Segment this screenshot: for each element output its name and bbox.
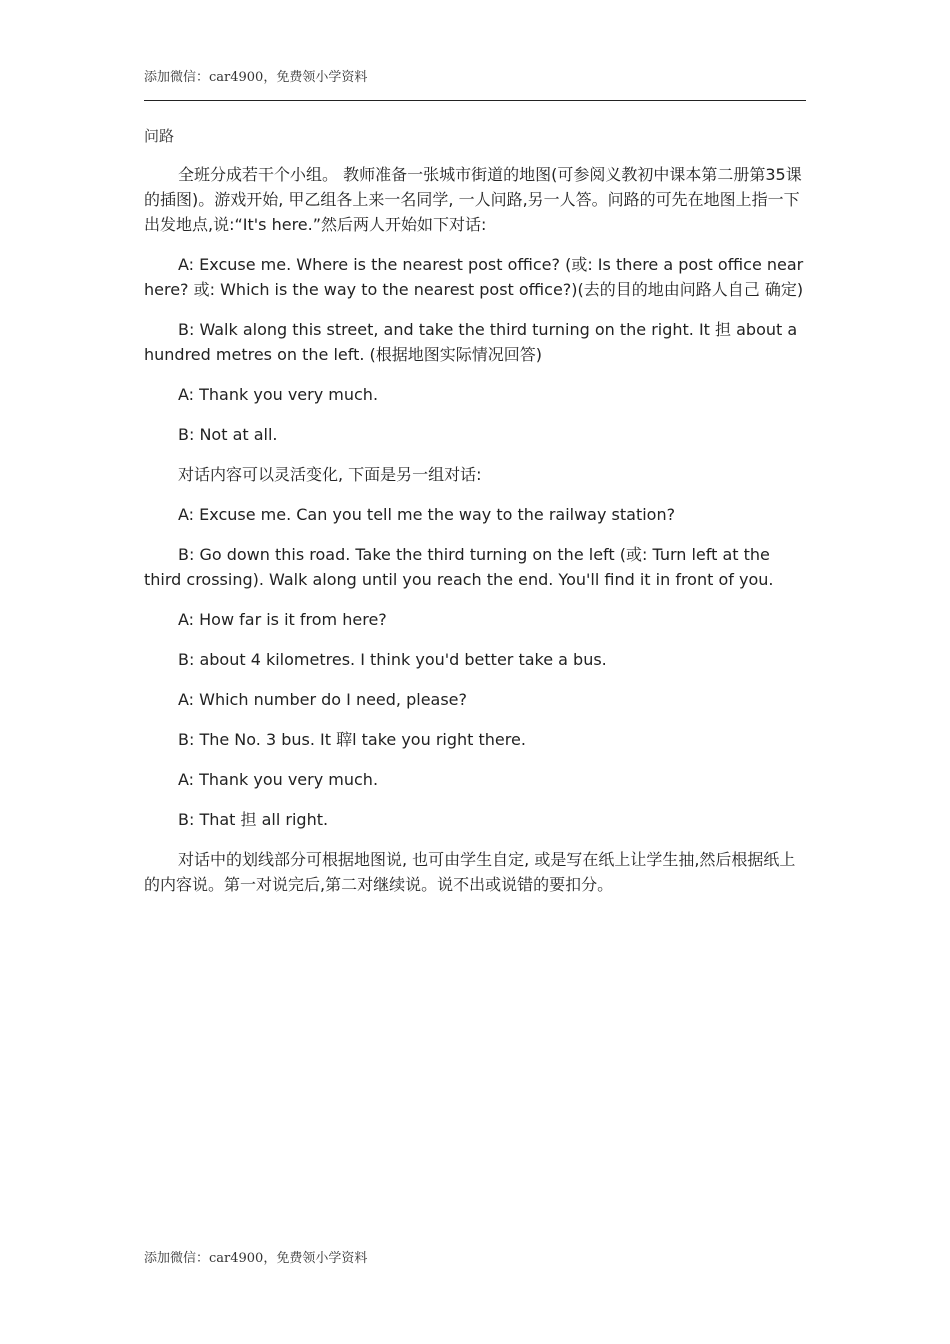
dialogue-line: A: Excuse me. Can you tell me the way to the railway station?: [178, 505, 676, 524]
document-title: 问路: [144, 127, 175, 145]
dialogue-line: A: Thank you very much.: [178, 385, 379, 404]
dialogue-line: B: about 4 kilometres. I think you'd better take a bus.: [178, 650, 607, 669]
dialogue-line: A: Which number do I need, please?: [178, 690, 468, 709]
paragraph-transition: 对话内容可以灵活变化, 下面是另一组对话:: [178, 465, 482, 484]
header-divider: [144, 100, 806, 101]
dialogue-line: B: Go down this road. Take the third turning on the left (或: Turn left at the third crossing). Walk along until you reach the end. You'll find it in front of you.: [144, 545, 774, 589]
paragraph-instructions: 对话中的划线部分可根据地图说, 也可由学生自定, 或是写在纸上让学生抽,然后根据纸上的内容说。第一对说完后,第二对继续说。说不出或说错的要扣分。: [144, 850, 796, 894]
dialogue-line: B: Walk along this street, and take the third turning on the right. It 担 about a hundred metres on the left. (根据地图实际情况回答): [144, 320, 798, 364]
page-footer: 添加微信：car4900，免费领小学资料: [144, 1251, 368, 1266]
dialogue-line: B: Not at all.: [178, 425, 278, 444]
dialogue-line: B: The No. 3 bus. It 䏁l take you right there.: [178, 730, 526, 749]
dialogue-line: A: Thank you very much.: [178, 770, 379, 789]
dialogue-line: B: That 担 all right.: [178, 810, 329, 829]
paragraph-intro: 全班分成若干个小组。 教师准备一张城市街道的地图(可参阅义教初中课本第二册第35课的插图)。游戏开始, 甲乙组各上来一名同学, 一人问路,另一人答。问路的可先在地图上指一下出发地点,说:“It's here.”然后两人开始如下对话:: [144, 165, 802, 234]
dialogue-line: A: Excuse me. Where is the nearest post office? (或: Is there a post office near here? 或: Which is the way to the nearest post office?)(去的目的地由问路人自己 确定): [144, 255, 804, 299]
dialogue-line: A: How far is it from here?: [178, 610, 387, 629]
page-header: 添加微信：car4900，免费领小学资料: [144, 70, 368, 85]
document-body: [144, 126, 806, 912]
